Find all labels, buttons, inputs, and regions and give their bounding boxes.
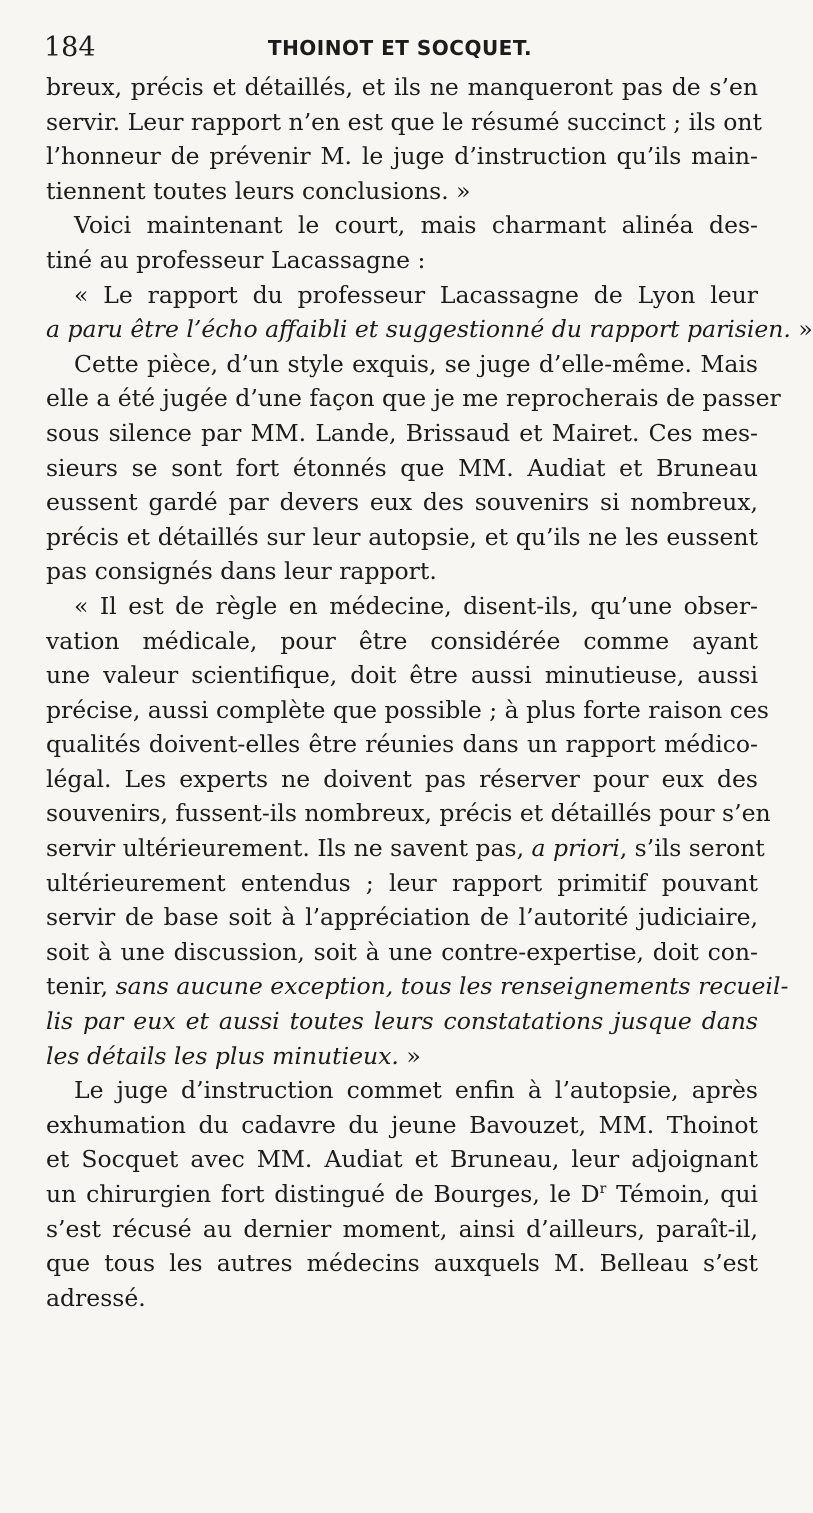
- text-line: servir de base soit à l’appréciation de l’autorité judiciaire,: [46, 903, 758, 932]
- text-line: s’est récusé au dernier moment, ainsi d’ailleurs, paraît-il,: [46, 1214, 758, 1243]
- text-span: »: [398, 1041, 421, 1070]
- text-line: breux, précis et détaillés, et ils ne manqueront pas de s’en: [46, 73, 758, 101]
- italic-text: les détails les plus minutieux.: [46, 1041, 399, 1070]
- italic-text: a priori: [531, 834, 620, 863]
- text-line: légal. Les experts ne doivent pas réserver pour eux des: [46, 764, 758, 793]
- text-line: l’honneur de prévenir M. le juge d’instruction qu’ils main-: [46, 142, 758, 171]
- text-line: servir. Leur rapport n’en est que le résumé succinct ; ils ont: [46, 107, 762, 136]
- text-line: [46, 1004, 758, 1039]
- text-line: et Socquet avec MM. Audiat et Bruneau, leur adjoignant: [46, 1145, 758, 1174]
- superscript: r: [599, 1181, 607, 1198]
- text-span: servir ultérieurement. Ils ne savent pas,: [46, 834, 532, 863]
- text-line: exhumation du cadavre du jeune Bavouzet, MM. Thoinot: [46, 1110, 758, 1139]
- page-header: [44, 32, 756, 72]
- text-span: , s’ils seront: [619, 834, 765, 863]
- text-line: ultérieurement entendus ; leur rapport primitif pouvant: [46, 868, 758, 897]
- text-line: une valeur scientifique, doit être aussi minutieuse, aussi: [46, 661, 758, 690]
- body-text: [46, 70, 813, 1315]
- text-line: souvenirs, fussent-ils nombreux, précis et détaillés pour s’en: [46, 799, 771, 828]
- running-title: THOINOT ET SOCQUET.: [267, 36, 533, 60]
- text-line: eussent gardé par devers eux des souvenirs si nombreux,: [46, 488, 758, 517]
- text-line: qualités doivent-elles être réunies dans un rapport médico-: [46, 730, 758, 759]
- text-span: un chirurgien fort distingué de Bourges, le D: [46, 1180, 600, 1208]
- text-line: tiné au professeur Lacassagne :: [46, 245, 426, 274]
- text-line: [46, 312, 813, 347]
- text-line: « Le rapport du professeur Lacassagne de Lyon leur: [74, 280, 758, 309]
- text-line: sous silence par MM. Lande, Brissaud et Mairet. Ces mes-: [46, 418, 758, 447]
- text-line: tiennent toutes leurs conclusions. »: [46, 176, 471, 205]
- text-line: elle a été jugée d’une façon que je me reprocherais de passer: [46, 384, 781, 413]
- text-line: [46, 1177, 758, 1212]
- text-line: pas consignés dans leur rapport.: [46, 557, 437, 586]
- text-line: sieurs se sont fort étonnés que MM. Audiat et Bruneau: [46, 453, 758, 482]
- text-span: »: [790, 315, 813, 344]
- text-line: [46, 1039, 758, 1074]
- text-line: adressé.: [46, 1283, 146, 1312]
- text-line: [46, 969, 789, 1004]
- italic-text: a paru être l’écho affaibli et suggestionné du rapport parisien.: [46, 315, 791, 344]
- italic-text: sans aucune exception, tous les renseignements recueil-: [115, 972, 789, 1001]
- text-span: Témoin, qui: [606, 1180, 758, 1208]
- text-line: Voici maintenant le court, mais charmant alinéa des-: [74, 211, 758, 240]
- text-line: « Il est de règle en médecine, disent-ils, qu’une obser-: [74, 591, 758, 620]
- page-number: 184: [44, 32, 96, 63]
- text-span: tenir,: [46, 972, 116, 1001]
- text-line: vation médicale, pour être considérée comme ayant: [46, 626, 758, 655]
- text-line: précis et détaillés sur leur autopsie, et qu’ils ne les eussent: [46, 522, 758, 551]
- italic-text: lis par eux et aussi toutes leurs constatations jusque dans: [46, 1007, 758, 1036]
- text-line: soit à une discussion, soit à une contre-expertise, doit con-: [46, 937, 758, 966]
- text-line: Cette pièce, d’un style exquis, se juge d’elle-même. Mais: [74, 349, 758, 378]
- text-line: [46, 831, 765, 866]
- text-line: Le juge d’instruction commet enfin à l’autopsie, après: [74, 1076, 758, 1105]
- text-line: précise, aussi complète que possible ; à plus forte raison ces: [46, 695, 769, 724]
- text-line: que tous les autres médecins auxquels M. Belleau s’est: [46, 1249, 758, 1278]
